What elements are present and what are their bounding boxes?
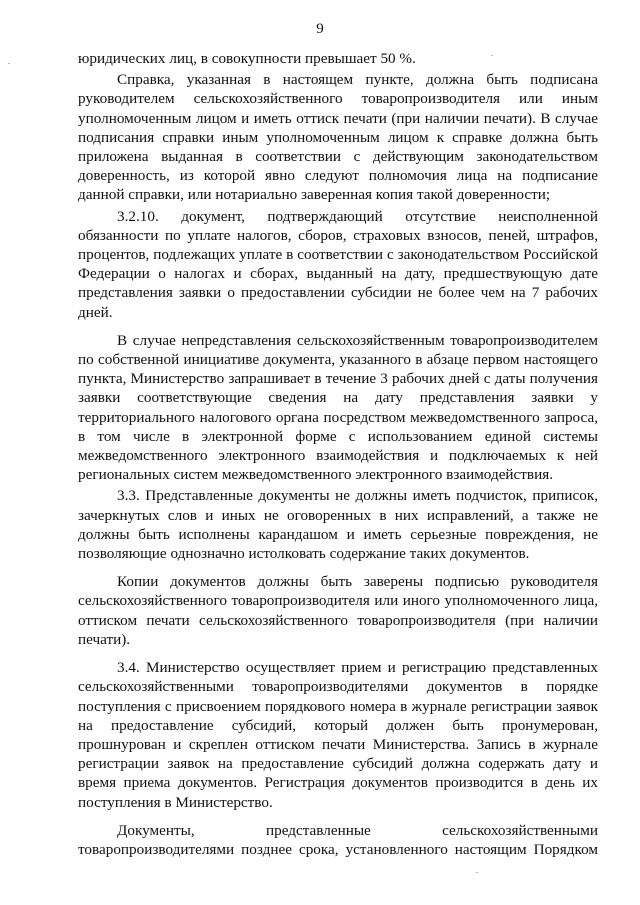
scan-speck (491, 55, 493, 56)
paragraph-copies: Копии документов должны быть заверены подписью руководителя сельскохозяйственного товаропроизводителя или иного уполномоченного лица, оттиском печати сельскохозяйственного товаропроизводителя (при наличии печати). (78, 573, 598, 648)
scan-speck (8, 63, 10, 64)
body-text (78, 49, 598, 859)
scan-speck (476, 872, 478, 873)
page-number: 9 (316, 21, 324, 37)
paragraph-3-4: 3.4. Министерство осуществляет прием и регистрацию представленных сельскохозяйственными товаропроизводителями документов в порядке поступления с присвоением порядкового номера в журнале регистрации заявок на предоставление субсидий, который должен быть пронумерован, прошнурован и скреплен оттиском печати Министерства. Запись в журнале регистрации заявок на предоставление субсидий должна содержать дату и время приема документов. Регистрация документов производится в день их поступления в Министерство. (78, 659, 598, 811)
paragraph-certificate-signature: Справка, указанная в настоящем пункте, должна быть подписана руководителем сельскохозяйственного товаропроизводителя или иным уполномоченным лицом и иметь оттиск печати (при наличии печати). В случае подписания справки иным уполномоченным лицом к справке должна быть приложена выданная в соответствии с действующим законодательством доверенность, из которой явно следуют полномочия лица на подписание данной справки, или нотариально заверенная копия такой доверенности; (78, 71, 598, 204)
paragraph-3-2-10: 3.2.10. документ, подтверждающий отсутствие неисполненной обязанности по уплате налогов, сборов, страховых взносов, пеней, штрафов, процентов, подлежащих уплате в соответствии с законодательством Российской Федерации о налогах и сборах, выданный на дату, предшествующую дате представления заявки о предоставлении субсидии не более чем на 7 рабочих дней. (78, 207, 598, 321)
paragraph-non-submission: В случае непредставления сельскохозяйственным товаропроизводителем по собственной инициативе документа, указанного в абзаце первом настоящего пункта, Министерство запрашивает в течение 3 рабочих дней с даты получения заявки соответствующие сведения на дату представления заявки у территориального налогового органа посредством межведомственного запроса, в том числе в электронной форме с использованием единой системы межведомственного электронного взаимодействия и подключаемых к ней региональных систем межведомственного электронного взаимодействия. (78, 331, 598, 484)
paragraph-3-3: 3.3. Представленные документы не должны иметь подчисток, приписок, зачеркнутых слов и иных не оговоренных в них исправлений, а также не должны быть исполнены карандашом и иметь серьезные повреждения, не позволяющие однозначно истолковать содержание таких документов. (78, 487, 598, 563)
paragraph-late-documents: Документы, представленные сельскохозяйственными товаропроизводителями позднее срока, установленного настоящим Порядком (78, 821, 598, 858)
paragraph-continuation: юридических лиц, в совокупности превышает 50 %. (78, 50, 416, 67)
